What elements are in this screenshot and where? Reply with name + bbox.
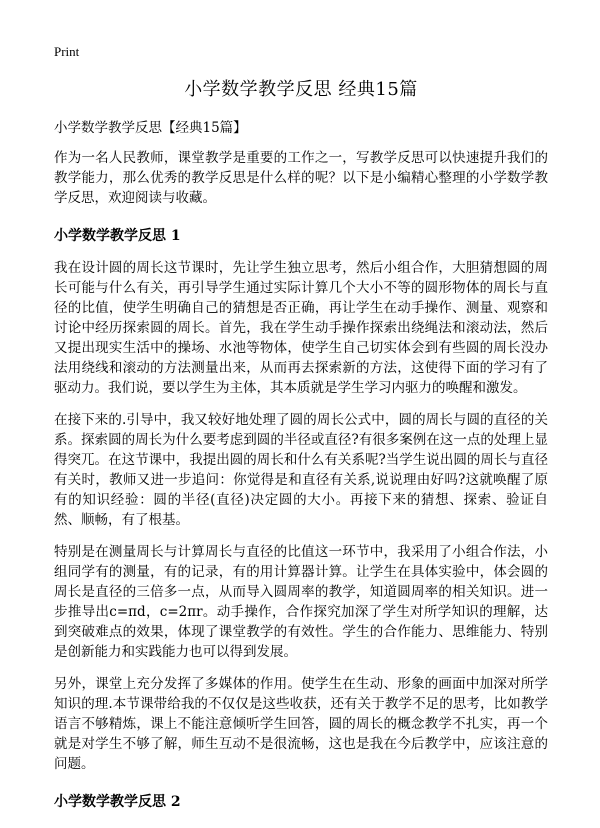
print-link[interactable]: Print	[54, 44, 80, 59]
section-heading-2: 小学数学教学反思 2	[54, 794, 181, 810]
section-heading-1: 小学数学教学反思 1	[54, 228, 181, 244]
section-1-paragraph-1: 我在设计圆的周长这节课时，先让学生独立思考，然后小组合作，大胆猜想圆的周长可能与什么有关，再引导学生通过实际计算几个大小不等的圆形物体的周长与直径的比值，使学生明确自己的猜想是否正确，再让学生在动手操作、测量、观察和讨论中经历探索圆的周长。首先，我在学生动手操作探索出绕绳法和滚动法，然后又提出现实生活中的操场、水池等物体，使学生自己切实体会到有些圆的周长没办法用绕线和滚动的方法测量出来，从而再去探索新的方法，这使得下面的学习有了驱动力。我们说，要以学生为主体，其本质就是学生学习内驱力的唤醒和激发。	[54, 260, 548, 396]
section-1-paragraph-3: 特别是在测量周长与计算周长与直径的比值这一环节中，我采用了小组合作法，小组同学有的测量，有的记录，有的用计算器计算。让学生在具体实验中，体会圆的周长是直径的三倍多一点，从而导入圆周率的教学，知道圆周率的相关知识。进一步推导出c=πd，c=2πr。动手操作，合作探究加深了学生对所学知识的理解，达到突破难点的效果，体现了课堂教学的有效性。学生的合作能力、思维能力、特别是创新能力和实践能力也可以得到发展。	[54, 544, 548, 660]
document-body	[54, 78, 548, 824]
intro-paragraph: 作为一名人民教师，课堂教学是重要的工作之一，写教学反思可以快速提升我们的教学能力，那么优秀的教学反思是什么样的呢？以下是小编精心整理的小学数学教学反思，欢迎阅读与收藏。	[54, 150, 548, 206]
section-1-paragraph-4: 另外，课堂上充分发挥了多媒体的作用。使学生在生动、形象的画面中加深对所学知识的理.本节课带给我的不仅仅是这些收获，还有关于教学不足的思考，比如教学语言不够精炼，课上不能注意倾听学生回答，圆的周长的概念教学不扎实，再一个就是对学生不够了解，师生互动不是很流畅，这也是我在今后教学中，应该注意的问题。	[54, 676, 548, 772]
section-1-paragraph-2: 在接下来的.引导中，我又较好地处理了圆的周长公式中，圆的周长与圆的直径的关系。探索圆的周长为什么要考虑到圆的半径或直径?有很多案例在这一点的处理上显得突兀。在这节课中，我提出圆的周长和什么有关系呢?当学生说出圆的周长与直径有关时，教师又进一步追问：你觉得是和直径有关系,说说理由好吗?这就唤醒了原有的知识经验：圆的半径(直径)决定圆的大小。再接下来的猜想、探索、验证自然、顺畅，有了根基。	[54, 412, 548, 528]
document-subtitle: 小学数学教学反思【经典15篇】	[54, 120, 247, 136]
page-title: 小学数学教学反思 经典15篇	[184, 79, 418, 100]
